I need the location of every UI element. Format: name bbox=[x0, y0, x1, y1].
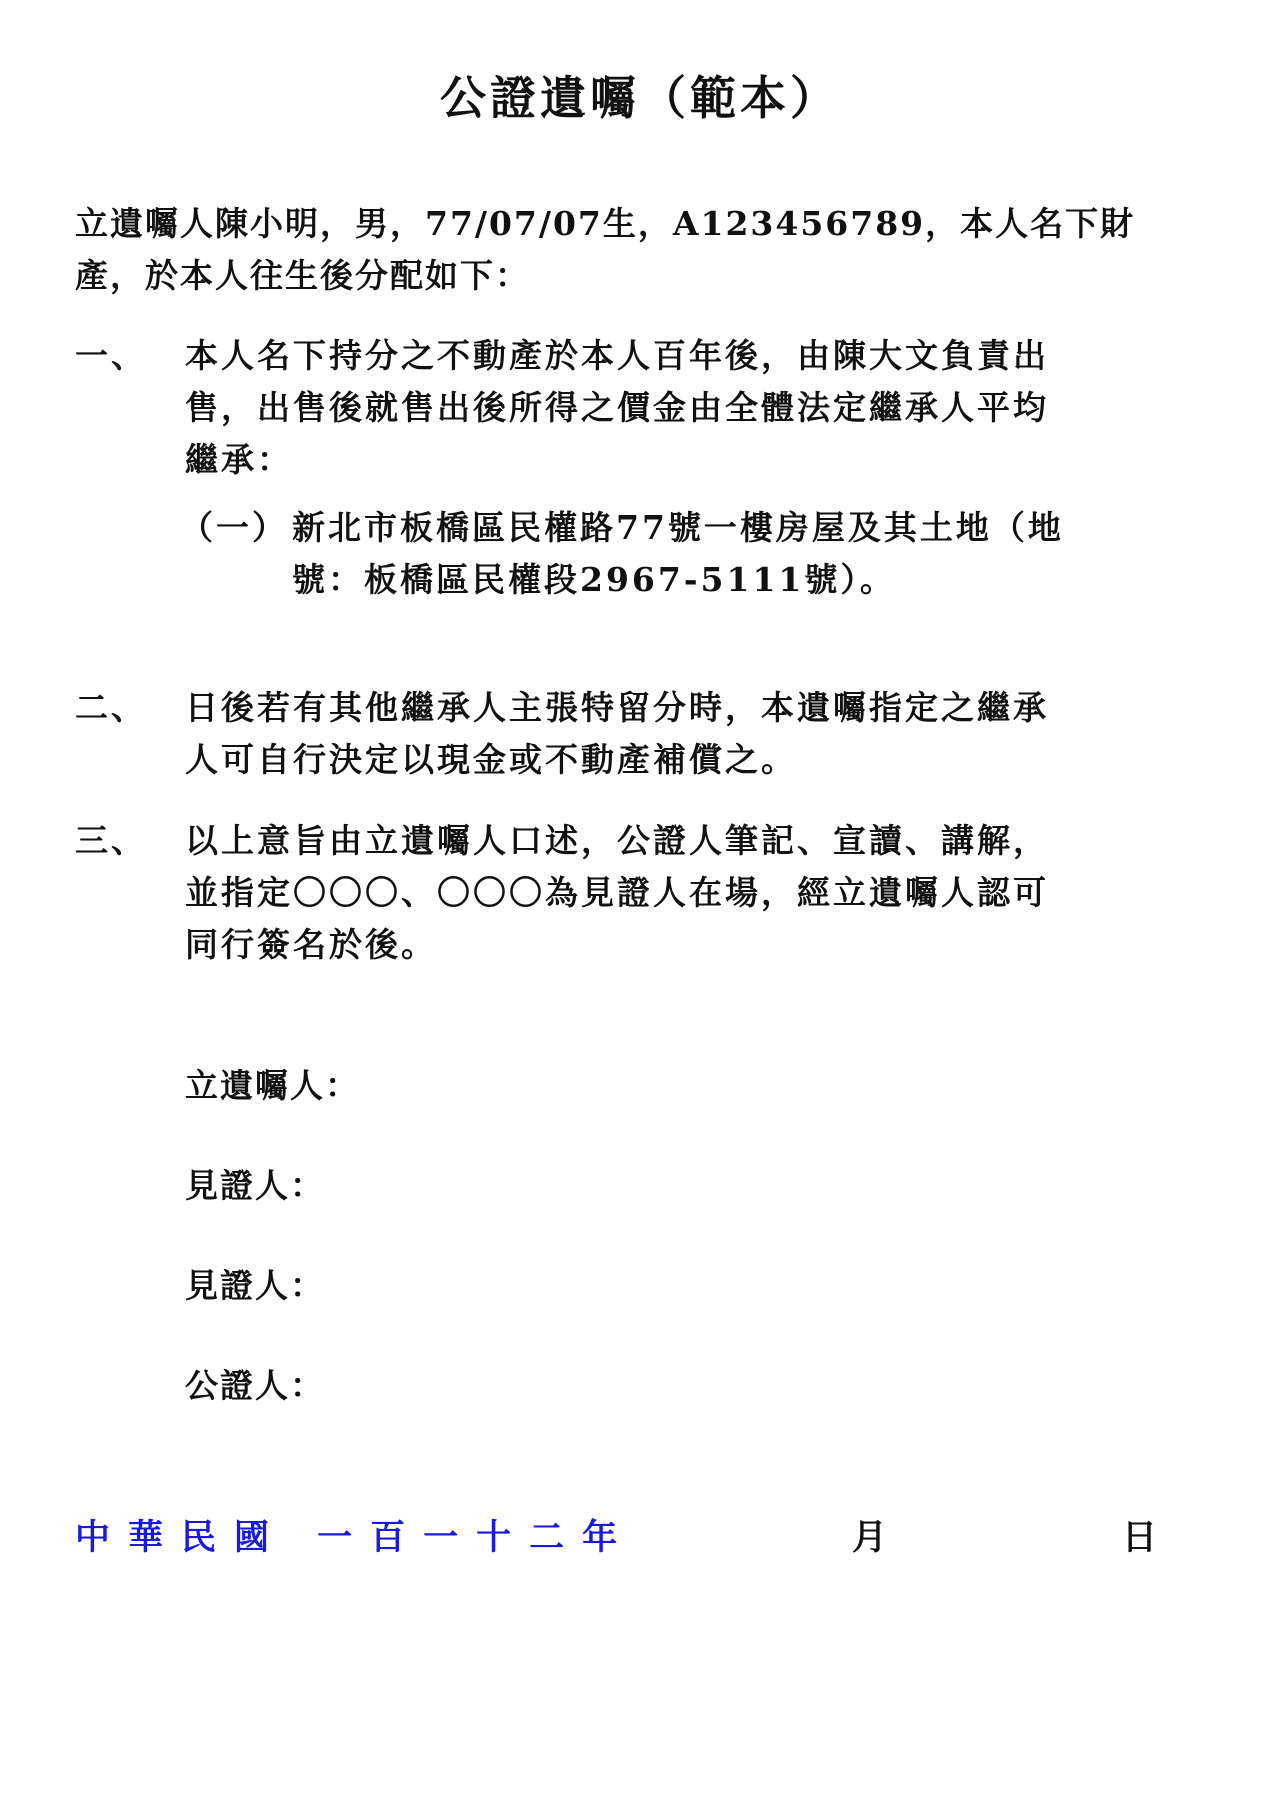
sub-clause-number: （一） bbox=[180, 508, 288, 547]
sub-clause-line: 號：板橋區民權段2967-5111號）。 bbox=[292, 560, 896, 599]
intro-line: 產，於本人往生後分配如下： bbox=[75, 256, 530, 295]
sub-clause-text bbox=[292, 502, 1152, 606]
clause-number: 三、 bbox=[75, 821, 147, 860]
intro-line: 立遺囑人陳小明，男，77/07/07生，A123456789，本人名下財 bbox=[75, 204, 1136, 243]
clause-line: 人可自行決定以現金或不動產補償之。 bbox=[185, 740, 797, 779]
clause-line: 以上意旨由立遺囑人口述，公證人筆記、宣讀、講解， bbox=[185, 821, 1049, 860]
clause-text bbox=[185, 682, 1205, 786]
clause-text bbox=[185, 330, 1205, 486]
clause-text bbox=[185, 815, 1205, 971]
date-month: 月 bbox=[852, 1517, 888, 1558]
sub-clause-line: 新北市板橋區民權路77號一樓房屋及其土地（地 bbox=[292, 508, 1064, 547]
clause-number: 二、 bbox=[75, 688, 147, 727]
testator-signature-label: 立遺囑人： bbox=[185, 1066, 360, 1105]
notary-signature-label: 公證人： bbox=[185, 1366, 325, 1405]
date-era-year: 中華民國 一百一十二年 bbox=[75, 1517, 636, 1558]
witness-signature-label: 見證人： bbox=[185, 1166, 325, 1205]
clause-line: 同行簽名於後。 bbox=[185, 925, 437, 964]
date-day: 日 bbox=[1122, 1517, 1158, 1558]
clause-line: 售，出售後就售出後所得之價金由全體法定繼承人平均 bbox=[185, 388, 1049, 427]
clause-number: 一、 bbox=[75, 336, 147, 375]
clause-line: 本人名下持分之不動產於本人百年後，由陳大文負責出 bbox=[185, 336, 1049, 375]
intro-paragraph bbox=[75, 198, 1155, 302]
clause-line: 日後若有其他繼承人主張特留分時，本遺囑指定之繼承 bbox=[185, 688, 1049, 727]
witness-signature-label: 見證人： bbox=[185, 1266, 325, 1305]
clause-line: 繼承： bbox=[185, 440, 293, 479]
clause-line: 並指定〇〇〇、〇〇〇為見證人在場，經立遺囑人認可 bbox=[185, 873, 1049, 912]
document-title: 公證遺囑（範本） bbox=[440, 71, 840, 125]
